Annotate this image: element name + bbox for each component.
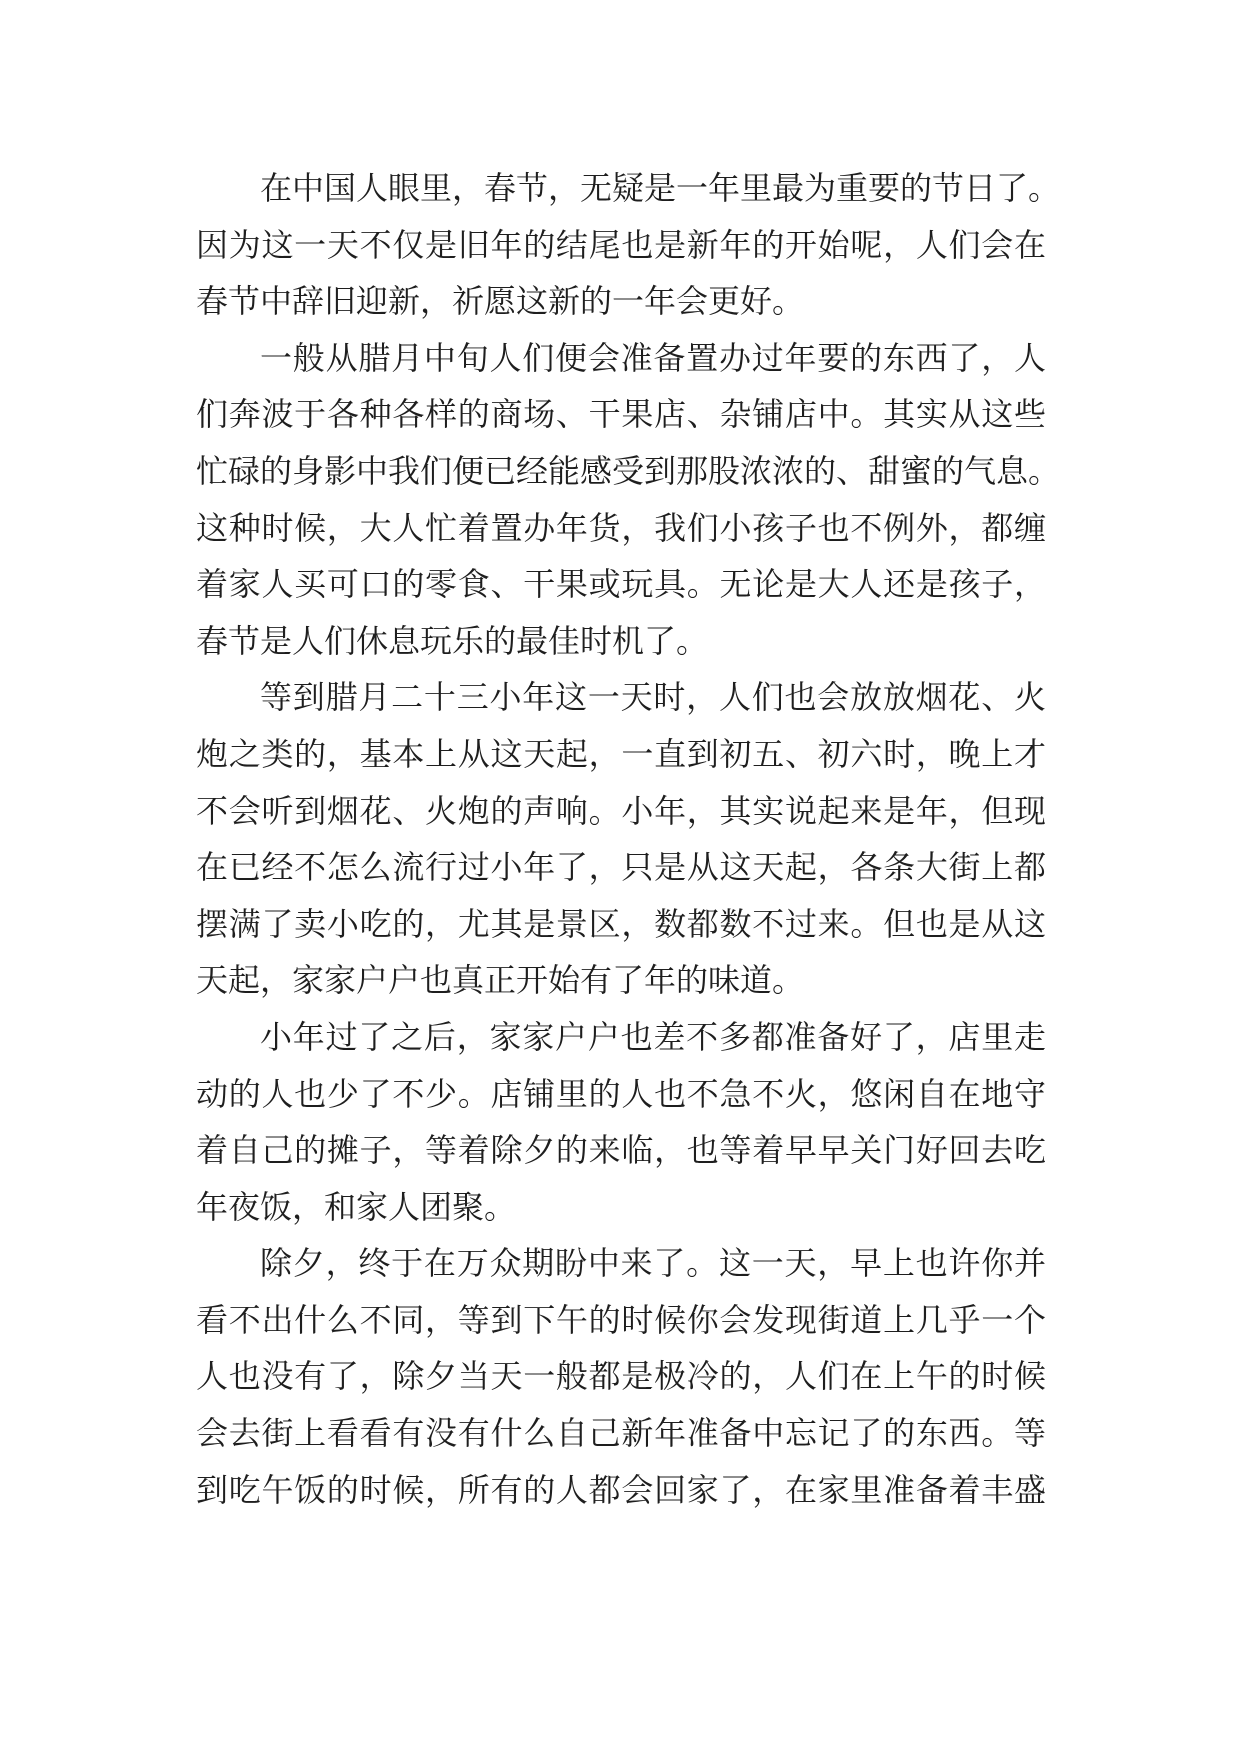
paragraph — [196, 669, 1046, 1009]
text-line: 除夕，终于在万众期盼中来了。这一天，早上也许你并 — [260, 1244, 1046, 1283]
document-body — [196, 160, 1061, 1518]
text-line: 年夜饭，和家人团聚。 — [196, 1187, 517, 1226]
text-line: 炮之类的，基本上从这天起，一直到初五、初六时，晚上才 — [196, 734, 1046, 773]
text-line: 小年过了之后，家家户户也差不多都准备好了，店里走 — [260, 1017, 1046, 1056]
text-line: 在中国人眼里，春节，无疑是一年里最为重要的节日了。 — [260, 169, 1061, 207]
text-line: 等到腊月二十三小年这一天时，人们也会放放烟花、火 — [260, 678, 1046, 717]
paragraph — [196, 330, 1061, 670]
paragraph — [196, 1235, 1046, 1518]
text-line: 春节是人们休息玩乐的最佳时机了。 — [196, 621, 709, 660]
text-line: 这种时候，大人忙着置办年货，我们小孩子也不例外，都缠 — [196, 508, 1046, 547]
text-line: 不会听到烟花、火炮的声响。小年，其实说起来是年，但现 — [196, 791, 1046, 830]
text-line: 在已经不怎么流行过小年了，只是从这天起，各条大街上都 — [196, 848, 1046, 887]
text-line: 人也没有了，除夕当天一般都是极冷的，人们在上午的时候 — [196, 1357, 1046, 1396]
text-line: 们奔波于各种各样的商场、干果店、杂铺店中。其实从这些 — [196, 395, 1046, 434]
text-line: 着自己的摊子，等着除夕的来临，也等着早早关门好回去吃 — [196, 1131, 1046, 1170]
text-line: 动的人也少了不少。店铺里的人也不急不火，悠闲自在地守 — [196, 1074, 1046, 1113]
text-line: 春节中辞旧迎新，祈愿这新的一年会更好。 — [196, 282, 805, 321]
text-line: 到吃午饭的时候，所有的人都会回家了，在家里准备着丰盛 — [196, 1470, 1046, 1509]
text-line: 天起，家家户户也真正开始有了年的味道。 — [196, 961, 805, 1000]
text-line: 看不出什么不同，等到下午的时候你会发现街道上几乎一个 — [196, 1300, 1046, 1339]
text-line: 因为这一天不仅是旧年的结尾也是新年的开始呢，人们会在 — [196, 225, 1046, 264]
paragraph — [196, 160, 1061, 330]
text-line: 摆满了卖小吃的，尤其是景区，数都数不过来。但也是从这 — [196, 904, 1046, 943]
paragraph — [196, 1009, 1046, 1235]
text-line: 一般从腊月中旬人们便会准备置办过年要的东西了，人 — [260, 338, 1046, 377]
text-line: 会去街上看看有没有什么自己新年准备中忘记了的东西。等 — [196, 1414, 1046, 1453]
text-line: 忙碌的身影中我们便已经能感受到那股浓浓的、甜蜜的气息。 — [196, 451, 1061, 490]
text-line: 着家人买可口的零食、干果或玩具。无论是大人还是孩子， — [196, 565, 1046, 604]
